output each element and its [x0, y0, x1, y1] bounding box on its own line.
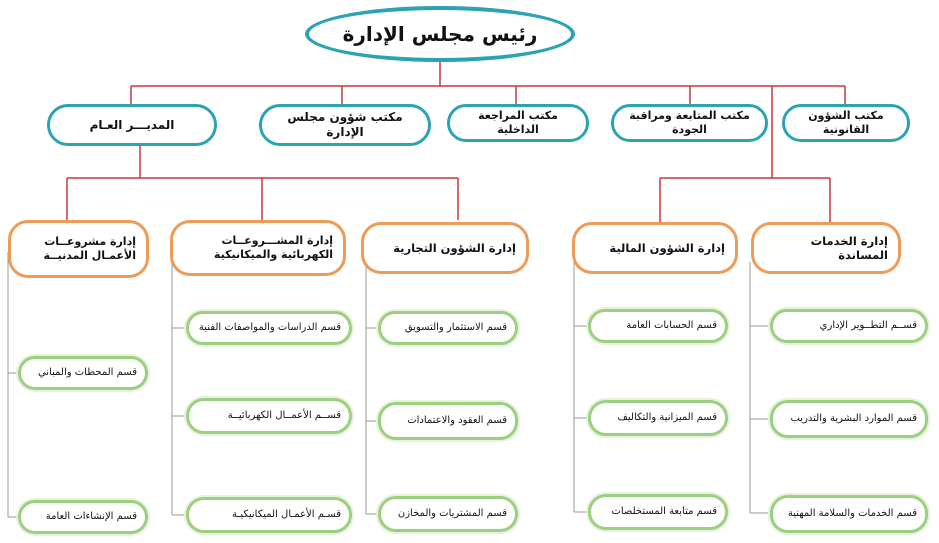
- section-label: قسم العقود والاعتمادات: [407, 414, 507, 426]
- support-services-dept-label: إدارة الخدمات المساندة: [810, 233, 888, 262]
- section-node: [770, 495, 928, 533]
- section-node: [770, 309, 928, 343]
- section-node: [588, 494, 728, 530]
- board-affairs-office-node: [259, 104, 431, 146]
- followup-quality-office-label: مكتب المتابعة ومراقبة الجودة: [629, 109, 750, 136]
- section-label: قسم الحسابات العامة: [626, 319, 717, 331]
- legal-affairs-office-label: مكتب الشؤون القانونية: [808, 109, 884, 136]
- section-node: [378, 496, 518, 532]
- board-affairs-office-label: مكتب شؤون مجلس الإدارة: [287, 110, 403, 139]
- general-manager-label: المديـــر العـام: [89, 117, 175, 132]
- commercial-affairs-dept-label: إدارة الشؤون التجارية: [393, 240, 516, 255]
- section-node: [378, 402, 518, 440]
- internal-audit-office-node: [447, 104, 589, 142]
- section-node: [588, 400, 728, 436]
- section-label: قسم الميزانية والتكاليف: [617, 411, 717, 423]
- board-chairman-node: [305, 6, 575, 62]
- section-label: قسم الدراسات والمواصفات الفنية: [198, 321, 341, 333]
- section-node: [588, 309, 728, 343]
- section-label: قسـم الأعمـال الميكانيكيـة: [232, 508, 341, 520]
- section-node: [378, 311, 518, 345]
- civil-projects-dept-node: [8, 220, 149, 278]
- section-node: [770, 400, 928, 438]
- internal-audit-office-label: مكتب المراجعة الداخلية: [478, 109, 558, 136]
- section-node: [186, 398, 352, 434]
- financial-affairs-dept-label: إدارة الشؤون المالية: [609, 240, 725, 255]
- section-label: قسم متابعة المستخلصات: [611, 505, 717, 517]
- section-label: قسم المحطات والمباني: [37, 366, 137, 378]
- section-label: قسم الخدمات والسلامة المهنية: [787, 507, 917, 519]
- section-node: [18, 500, 148, 534]
- board-chairman-label: رئيس مجلس الإدارة: [342, 21, 538, 46]
- civil-projects-dept-label: إدارة مشروعــات الأعمـال المدنيــة: [43, 235, 136, 262]
- support-services-dept-node: [751, 222, 901, 274]
- section-label: قســم الأعمــال الكهربائيــة: [227, 409, 341, 421]
- legal-affairs-office-node: [782, 104, 910, 142]
- followup-quality-office-node: [611, 104, 768, 142]
- electromech-projects-dept-label: إدارة المشـــروعــات الكهربائية والميكانيكية: [213, 234, 333, 261]
- financial-affairs-dept-node: [572, 222, 738, 274]
- electromech-projects-dept-node: [170, 220, 346, 276]
- section-label: قسم الإنشاءات العامة: [45, 510, 137, 522]
- section-label: قسم المشتريات والمخازن: [397, 507, 507, 519]
- section-label: قســم التطــوير الإداري: [819, 319, 917, 331]
- section-node: [18, 356, 148, 390]
- general-manager-node: [47, 104, 217, 146]
- section-label: قسم الاستثمار والتسويق: [404, 321, 507, 333]
- section-node: [186, 311, 352, 345]
- commercial-affairs-dept-node: [361, 222, 529, 274]
- section-label: قسم الموارد البشرية والتدريب: [790, 412, 917, 424]
- section-node: [186, 497, 352, 533]
